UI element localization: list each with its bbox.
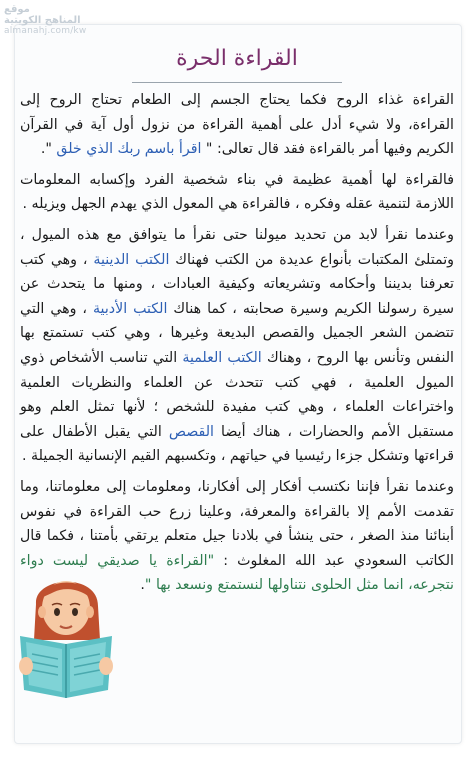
watermark-line1: موقع [4,4,30,15]
highlighted-text: الكتب الدينية [93,251,170,268]
title-underline [132,82,342,83]
highlighted-text: القصص [168,423,214,440]
page-title: القراءة الحرة [176,46,298,71]
highlighted-text: الكتب الأدبية [92,300,168,317]
paragraph-text: التي يقبل الأطفال على قراءتها وتشكل جزءا رئيسيا في حياتهم ، وتكسبهم القيم الإنسانية الجميلة . [20,423,454,465]
paragraph [20,88,454,162]
paragraph-text: . [140,577,145,594]
site-watermark [4,4,88,37]
paragraph-text: القراءة غذاء الروح فكما يحتاج الجسم إلى الطعام تحتاج الروح إلى القراءة، ولا شيء أدل على أهمية القراءة من نزول أول آية في القرآن الكريم وفيها أمر بالقراءة فقد قال تعالى: " [20,92,454,158]
paragraph-text: وعندما نقرأ فإننا نكتسب أفكار إلى أفكارنا، ومعلومات إلى معلوماتنا، وما تقدمت الأمم إلا بالقراءة والمعرفة، وعلينا زرع حب القراءة في نفوس أبنائنا منذ الصغر ، حتى ينشأ في بلادنا جيل متعلم يرتقي بأمتنا ، فكما قال الكاتب السعودي عبد الله المغلوث : [20,478,454,569]
paragraph-text: فالقراءة لها أهمية عظيمة في بناء شخصية الفرد وإكسابه المعلومات اللازمة لتنمية عقله وفكره ، فالقراءة هي المعول الذي يهدم الجهل ويزيله . [20,171,454,213]
paragraph-text: وعندما نقرأ لابد من تحديد ميولنا حتى نقرأ ما يتوافق مع هذه الميول ، وتمتلئ المكتبات بأنواع عديدة من الكتب فهناك [20,226,454,268]
paragraph [20,168,454,217]
paragraph-text: ، وهي كتب تعرفنا بديننا وأحكامه وتشريعاته وكيفية العبادات ، ومنها ما يتحدث عن سيرة رسولنا الكريم وسيرة صحابته ، كما هناك [20,251,455,317]
girl-reading-book-icon [14,562,118,712]
paragraph [20,223,454,469]
highlighted-text: الكتب العلمية [182,349,262,366]
paragraph-text: ، وهي التي تتضمن الشعر الجميل والقصص البديعة وغيرها ، وهي كتب تستمتع بها النفس وتأنس بها الروح ، وهناك [20,300,454,366]
paragraph-text: التي تناسب الأشخاص ذوي الميول العلمية ، فهي كتب تتحدث عن العلماء والنظريات العلمية واختراعات العلماء ، وهي كتب مفيدة للشخص ؛ لأنها تمثل العلم وهو مستقبل الأمم والحضارات ، هناك أيضا [20,349,454,440]
article-body [20,88,454,598]
watermark-line2: المناهج الكويتية [4,15,81,26]
highlighted-text: "القراءة يا صديقي ليست دواء نتجرعه، انما مثل الحلوى نتناولها لنستمتع ونسعد بها " [20,552,454,594]
paragraph-text: ". [40,141,57,158]
watermark-url: almanahj.com/kw [4,26,87,36]
highlighted-text: اقرأ باسم ربك الذي خلق [56,141,202,158]
